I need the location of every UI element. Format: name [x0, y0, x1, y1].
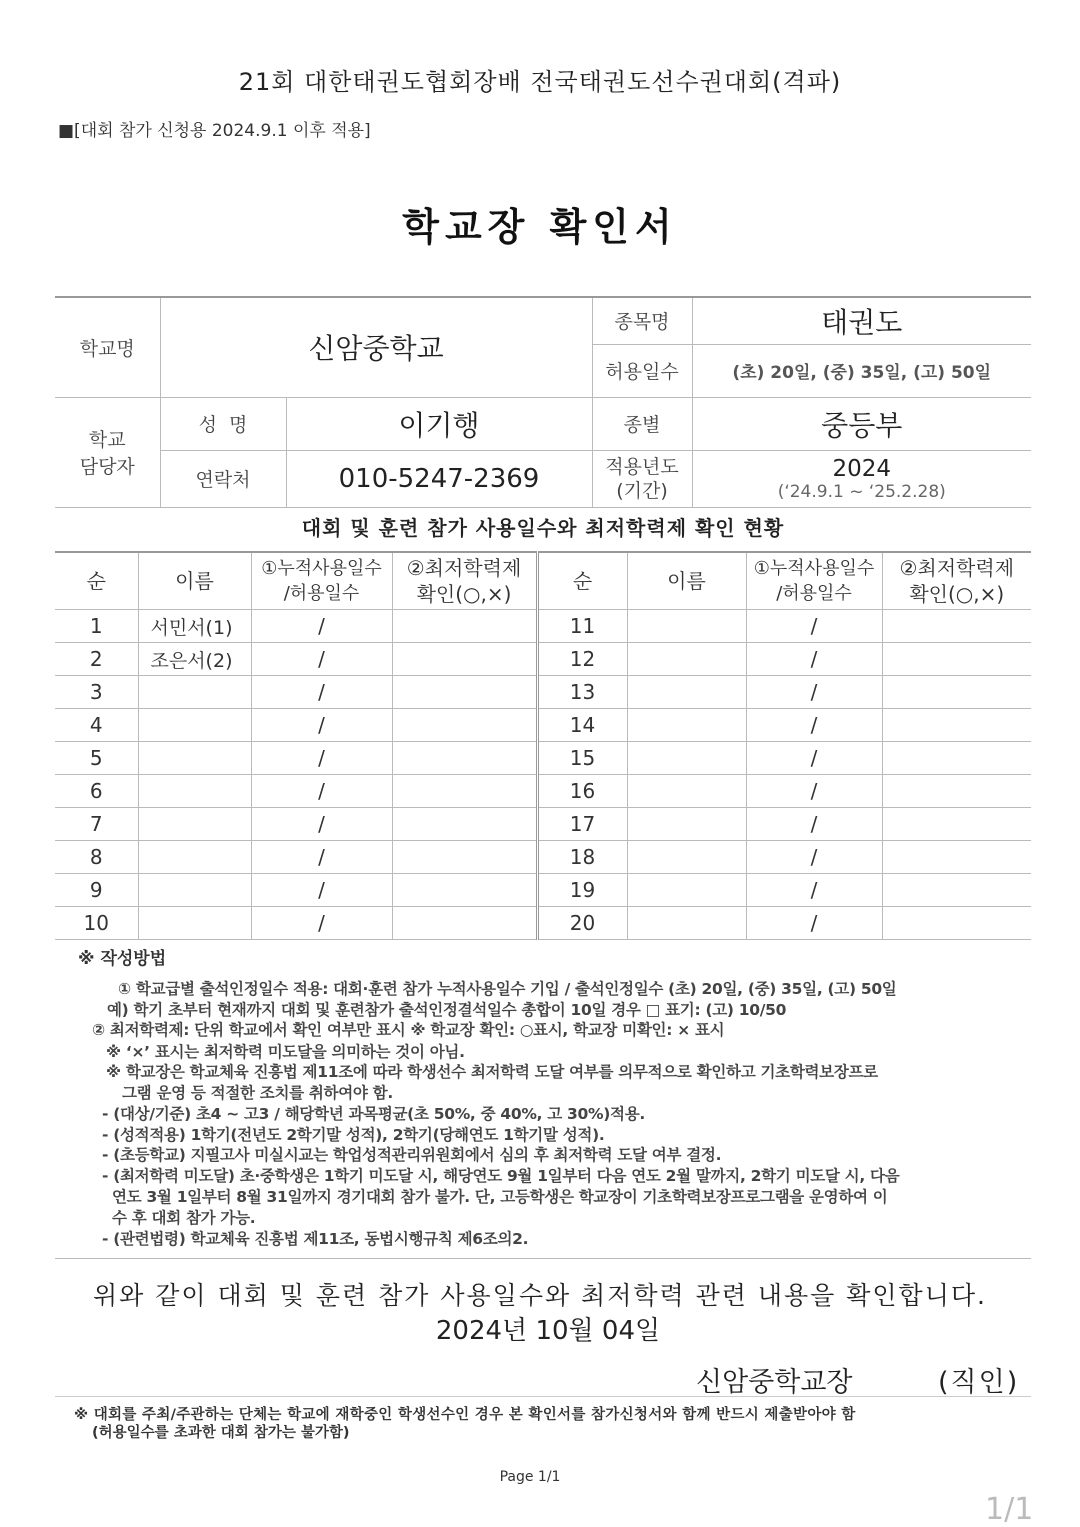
allowed-days-label: 허용일수 — [592, 344, 692, 397]
header-name-right: 이름 — [627, 552, 746, 610]
roster-row — [55, 808, 1031, 841]
method-line: 연도 3월 1일부터 8월 31일까지 경기대회 참가 불가. 단, 고등학생은 학교장이 기초학력보장프로그램을 운영하여 이 — [112, 1188, 888, 1206]
signature-divider — [55, 1396, 1031, 1397]
roster-academic-check — [392, 841, 537, 874]
roster-row — [55, 874, 1031, 907]
method-title: ※ 작성방법 — [78, 949, 167, 969]
principal-signature: 신암중학교장 — [696, 1367, 853, 1398]
header-academic-left — [392, 552, 537, 610]
method-line: - (대상/기준) 초4 ~ 고3 / 해당학년 과목평균(초 50%, 중 40%, 고 30%)적용. — [102, 1105, 645, 1123]
roster-academic-check — [882, 610, 1031, 643]
roster-days: / — [251, 841, 392, 874]
official-seal-label: (직인) — [938, 1367, 1020, 1398]
roster-name — [627, 676, 746, 709]
roster-academic-check — [882, 808, 1031, 841]
roster-name — [627, 874, 746, 907]
roster-academic-check — [392, 709, 537, 742]
roster-name — [138, 709, 251, 742]
roster-name — [138, 907, 251, 940]
roster-body — [55, 552, 1031, 940]
roster-academic-check — [392, 643, 537, 676]
allowed-days-value: (초) 20일, (중) 35일, (고) 50일 — [692, 344, 1031, 397]
method-line: - (최저학력 미도달) 초·중학생은 1학기 미도달 시, 해당연도 9월 1일부터 다음 연도 2월 말까지, 2학기 미도달 시, 다음 — [102, 1167, 900, 1185]
roster-academic-check — [882, 775, 1031, 808]
category-label: 종별 — [592, 397, 692, 450]
roster-name — [138, 841, 251, 874]
roster-academic-check — [882, 874, 1031, 907]
manager-label-line1: 학교 — [88, 429, 126, 451]
roster-academic-check — [392, 775, 537, 808]
roster-academic-check — [882, 643, 1031, 676]
method-line: 그램 운영 등 적절한 조치를 취하여야 함. — [122, 1084, 393, 1102]
application-note: ■[대회 참가 신청용 2024.9.1 이후 적용] — [58, 121, 371, 141]
header-days-right — [746, 552, 882, 610]
roster-row — [55, 643, 1031, 676]
roster-number: 12 — [537, 643, 627, 676]
method-line: 예) 학기 초부터 현재까지 대회 및 훈련참가 출석인정결석일수 총합이 10일 경우 □ 표기: (고) 10/50 — [107, 1001, 787, 1019]
header-academic-line1: ②최저학력제 — [406, 556, 522, 580]
page-counter: 1/1 — [985, 1492, 1034, 1527]
roster-name — [627, 841, 746, 874]
roster-number: 4 — [55, 709, 138, 742]
roster-academic-check — [882, 907, 1031, 940]
roster-academic-check — [392, 742, 537, 775]
roster-days: / — [251, 709, 392, 742]
roster-number: 20 — [537, 907, 627, 940]
school-info-table — [55, 296, 1031, 508]
roster-number: 1 — [55, 610, 138, 643]
roster-name — [138, 874, 251, 907]
roster-academic-check — [392, 907, 537, 940]
header-days-line1: ①누적사용일수 — [753, 558, 875, 579]
method-line: ① 학교급별 출석인정일수 적용: 대회·훈련 참가 누적사용일수 기입 / 출석인정일수 (초) 20일, (중) 35일, (고) 50일 — [118, 980, 897, 998]
roster-name — [138, 676, 251, 709]
roster-academic-check — [882, 841, 1031, 874]
method-line: 수 후 대회 참가 가능. — [112, 1209, 256, 1227]
roster-days: / — [251, 808, 392, 841]
year-value: 2024 — [832, 455, 892, 482]
roster-days: / — [251, 742, 392, 775]
year-label-line2: (기간) — [616, 479, 668, 502]
contact-label: 연락처 — [160, 450, 286, 507]
method-line: - (관련법령) 학교체육 진흥법 제11조, 동법시행규칙 제6조의2. — [102, 1230, 529, 1248]
header-academic-right — [882, 552, 1031, 610]
roster-name — [627, 709, 746, 742]
roster-days: / — [746, 676, 882, 709]
roster-days: / — [251, 643, 392, 676]
roster-number: 14 — [537, 709, 627, 742]
roster-days: / — [746, 610, 882, 643]
roster-number: 13 — [537, 676, 627, 709]
roster-days: / — [746, 643, 882, 676]
roster-days: / — [251, 775, 392, 808]
event-title: 21회 대한태권도협회장배 전국태권도선수권대회(격파) — [238, 68, 842, 96]
roster-number: 16 — [537, 775, 627, 808]
roster-number: 8 — [55, 841, 138, 874]
roster-row — [55, 610, 1031, 643]
roster-days: / — [746, 742, 882, 775]
roster-number: 3 — [55, 676, 138, 709]
roster-row — [55, 676, 1031, 709]
roster-academic-check — [392, 610, 537, 643]
roster-row — [55, 775, 1031, 808]
page-label: Page 1/1 — [499, 1469, 561, 1485]
roster-name — [627, 643, 746, 676]
roster-name — [627, 907, 746, 940]
roster-number: 5 — [55, 742, 138, 775]
roster-days: / — [746, 841, 882, 874]
sport-value: 태권도 — [692, 297, 1031, 344]
confirmation-text: 위와 같이 대회 및 훈련 참가 사용일수와 최저학력 관련 내용을 확인합니다. — [93, 1281, 987, 1310]
method-line: - (성적적용) 1학기(전년도 2학기말 성적), 2학기(당해연도 1학기말 성적). — [102, 1126, 605, 1144]
roster-days: / — [251, 874, 392, 907]
manager-label — [55, 397, 160, 507]
roster-name — [138, 808, 251, 841]
roster-academic-check — [882, 742, 1031, 775]
school-label: 학교명 — [55, 297, 160, 397]
header-days-line2: /허용일수 — [283, 583, 360, 604]
roster-number: 7 — [55, 808, 138, 841]
roster-days: / — [251, 907, 392, 940]
method-line: ※ 학교장은 학교체육 진흥법 제11조에 따라 학생선수 최저학력 도달 여부를 의무적으로 확인하고 기초학력보장프로 — [106, 1063, 878, 1081]
roster-academic-check — [392, 676, 537, 709]
roster-days: / — [251, 676, 392, 709]
roster-number: 6 — [55, 775, 138, 808]
roster-name — [627, 808, 746, 841]
method-line: - (초등학교) 지필고사 미실시교는 학업성적관리위원회에서 심의 후 최저학력 도달 여부 결정. — [102, 1146, 722, 1164]
roster-name — [627, 775, 746, 808]
sport-label: 종목명 — [592, 297, 692, 344]
roster-row — [55, 907, 1031, 940]
roster-number: 11 — [537, 610, 627, 643]
roster-number: 18 — [537, 841, 627, 874]
method-line: ② 최저학력제: 단위 학교에서 확인 여부만 표시 ※ 학교장 확인: ○표시, 학교장 미확인: × 표시 — [92, 1021, 725, 1039]
header-days-line1: ①누적사용일수 — [261, 558, 382, 579]
year-label — [592, 450, 692, 507]
confirmation-date: 2024년 10월 04일 — [435, 1316, 661, 1346]
header-days-left — [251, 552, 392, 610]
year-label-line1: 적용년도 — [605, 455, 679, 478]
period-value: (‘24.9.1 ~ ‘25.2.28) — [777, 481, 946, 502]
header-days-line2: /허용일수 — [776, 583, 852, 604]
roster-row — [55, 841, 1031, 874]
roster-days: / — [251, 610, 392, 643]
roster-number: 10 — [55, 907, 138, 940]
roster-number: 2 — [55, 643, 138, 676]
roster-name: 서민서(1) — [138, 610, 251, 643]
header-academic-line2: 확인(○,×) — [416, 582, 512, 606]
roster-academic-check — [392, 808, 537, 841]
roster-row — [55, 742, 1031, 775]
roster-number: 19 — [537, 874, 627, 907]
school-name: 신암중학교 — [160, 297, 592, 397]
roster-academic-check — [882, 709, 1031, 742]
roster-name — [627, 742, 746, 775]
roster-days: / — [746, 775, 882, 808]
roster-name — [627, 610, 746, 643]
header-academic-line1: ②최저학력제 — [899, 556, 1015, 580]
header-no-left: 순 — [55, 552, 138, 610]
roster-number: 17 — [537, 808, 627, 841]
manager-name: 이기행 — [286, 397, 592, 450]
header-name-left: 이름 — [138, 552, 251, 610]
roster-table — [55, 551, 1031, 940]
category-value: 중등부 — [692, 397, 1031, 450]
roster-name: 조은서(2) — [138, 643, 251, 676]
name-label: 성 명 — [160, 397, 286, 450]
roster-days: / — [746, 874, 882, 907]
footnote-line2: (허용일수를 초과한 대회 참가는 불가함) — [92, 1425, 350, 1441]
document-title: 학교장 확인서 — [402, 205, 678, 249]
manager-label-line2: 담당자 — [79, 456, 135, 478]
footnote-line1: ※ 대회를 주최/주관하는 단체는 학교에 재학중인 학생선수인 경우 본 확인서를 참가신청서와 함께 반드시 제출받아야 함 — [74, 1407, 856, 1423]
roster-name — [138, 775, 251, 808]
roster-academic-check — [392, 874, 537, 907]
roster-days: / — [746, 808, 882, 841]
method-line: ※ ‘×’ 표시는 최저학력 미도달을 의미하는 것이 아님. — [106, 1043, 465, 1061]
roster-row — [55, 709, 1031, 742]
contact-value: 010-5247-2369 — [286, 450, 592, 507]
header-academic-line2: 확인(○,×) — [909, 582, 1005, 606]
header-no-right: 순 — [537, 552, 627, 610]
roster-name — [138, 742, 251, 775]
roster-days: / — [746, 709, 882, 742]
roster-academic-check — [882, 676, 1031, 709]
year-cell — [692, 450, 1031, 507]
roster-days: / — [746, 907, 882, 940]
roster-number: 15 — [537, 742, 627, 775]
roster-number: 9 — [55, 874, 138, 907]
status-section-title: 대회 및 훈련 참가 사용일수와 최저학력제 확인 현황 — [301, 516, 785, 540]
